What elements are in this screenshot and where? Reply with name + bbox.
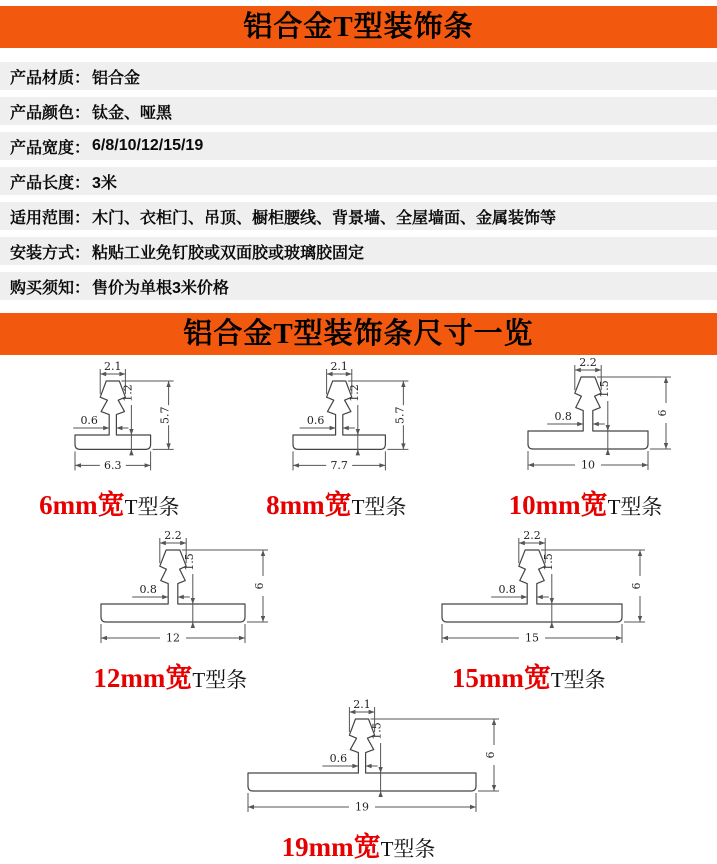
dim-height: 5.7	[393, 406, 407, 424]
dim-width: 6.3	[103, 458, 122, 472]
dim-width: 15	[524, 631, 539, 645]
dim-width: 19	[354, 800, 369, 814]
dim-height: 6	[483, 751, 497, 759]
diagram-12mm	[51, 530, 289, 695]
spec-row	[0, 237, 717, 265]
caption-size-label: 15mm宽	[451, 663, 551, 693]
dim-top: 2.2	[164, 530, 182, 542]
dim-base: 1.5	[598, 380, 612, 398]
diagram-section	[0, 357, 717, 864]
diagram-caption	[39, 483, 179, 522]
caption-size-label: 10mm宽	[508, 490, 608, 520]
profile-diagram-19mm	[198, 699, 520, 821]
dim-base: 1.2	[120, 383, 134, 402]
diagram-8mm	[243, 361, 429, 522]
diagram-caption	[266, 483, 406, 522]
diagram-row-3	[0, 699, 717, 864]
profile-diagram-8mm	[243, 361, 429, 479]
spec-label: 购买须知：	[10, 279, 91, 297]
spec-row	[0, 202, 717, 230]
dim-base: 1.5	[370, 722, 384, 740]
caption-size-label: 12mm宽	[93, 663, 193, 693]
caption-suffix: T型条	[550, 668, 606, 692]
spec-label: 安装方式：	[10, 244, 91, 262]
dim-width: 10	[581, 458, 596, 472]
profile-outline	[442, 550, 622, 622]
dim-height: 6	[253, 582, 267, 590]
sizes-title: 铝合金T型装饰条尺寸一览	[183, 318, 534, 350]
profile-outline	[101, 550, 245, 622]
spec-label: 产品颜色：	[10, 104, 91, 122]
spec-table	[0, 62, 717, 300]
spec-label: 产品长度：	[10, 174, 91, 192]
dim-top: 2.1	[103, 360, 122, 373]
dim-stem: 0.6	[329, 752, 347, 765]
spec-value: 钛金、哑黑	[92, 104, 173, 122]
dim-top: 2.2	[579, 357, 598, 369]
profile-diagram-15mm	[392, 530, 666, 652]
diagram-caption	[282, 825, 436, 864]
caption-suffix: T型条	[192, 668, 248, 692]
diagram-caption	[509, 483, 663, 522]
spec-row	[0, 62, 717, 90]
dim-base: 1.5	[183, 553, 197, 571]
spec-row	[0, 272, 717, 300]
dim-top: 2.1	[352, 699, 371, 711]
caption-size-label: 19mm宽	[281, 832, 381, 862]
dim-stem: 0.6	[306, 413, 325, 427]
spec-row	[0, 132, 717, 160]
diagram-caption	[93, 656, 247, 695]
caption-suffix: T型条	[380, 837, 436, 861]
spec-value: 3米	[92, 174, 117, 192]
spec-row	[0, 167, 717, 195]
spec-value: 粘贴工业免钉胶或双面胶或玻璃胶固定	[92, 244, 365, 262]
sizes-banner	[0, 313, 717, 355]
diagram-caption	[452, 656, 606, 695]
caption-size-label: 6mm宽	[39, 490, 125, 520]
page-title: 铝合金T型装饰条	[243, 11, 474, 43]
spec-label: 产品宽度：	[10, 139, 91, 157]
spec-row	[0, 97, 717, 125]
spec-value: 6/8/10/12/15/19	[92, 137, 204, 154]
dim-stem: 0.8	[498, 583, 516, 596]
diagram-19mm	[198, 699, 520, 864]
spec-value: 木门、衣柜门、吊顶、橱柜腰线、背景墙、全屋墙面、金属装饰等	[92, 209, 557, 227]
dim-width: 12	[166, 631, 181, 645]
dim-top: 2.1	[330, 360, 349, 373]
dim-height: 5.7	[158, 406, 172, 424]
spec-value: 售价为单根3米价格	[92, 279, 229, 297]
diagram-10mm	[478, 357, 692, 522]
diagram-row-1	[0, 357, 717, 522]
dim-base: 1.5	[541, 553, 555, 571]
profile-diagram-12mm	[51, 530, 289, 652]
diagram-6mm	[25, 361, 195, 522]
dim-base: 1.2	[347, 383, 361, 402]
dim-stem: 0.8	[554, 410, 573, 423]
spec-label: 适用范围：	[10, 209, 91, 227]
profile-diagram-10mm	[478, 357, 692, 479]
caption-suffix: T型条	[124, 495, 180, 519]
profile-outline	[528, 377, 648, 449]
dim-top: 2.2	[523, 530, 541, 542]
dim-height: 6	[656, 409, 670, 417]
spec-label: 产品材质：	[10, 69, 91, 87]
diagram-row-2	[0, 530, 717, 695]
caption-suffix: T型条	[351, 495, 407, 519]
caption-size-label: 8mm宽	[266, 490, 352, 520]
dim-stem: 0.6	[79, 413, 98, 427]
profile-outline	[248, 719, 476, 791]
diagram-15mm	[392, 530, 666, 695]
dim-width: 7.7	[330, 458, 349, 472]
profile-diagram-6mm	[25, 361, 195, 479]
dim-height: 6	[629, 582, 643, 590]
header-banner	[0, 6, 717, 48]
dim-stem: 0.8	[139, 583, 158, 596]
caption-suffix: T型条	[607, 495, 663, 519]
spec-value: 铝合金	[92, 69, 141, 87]
